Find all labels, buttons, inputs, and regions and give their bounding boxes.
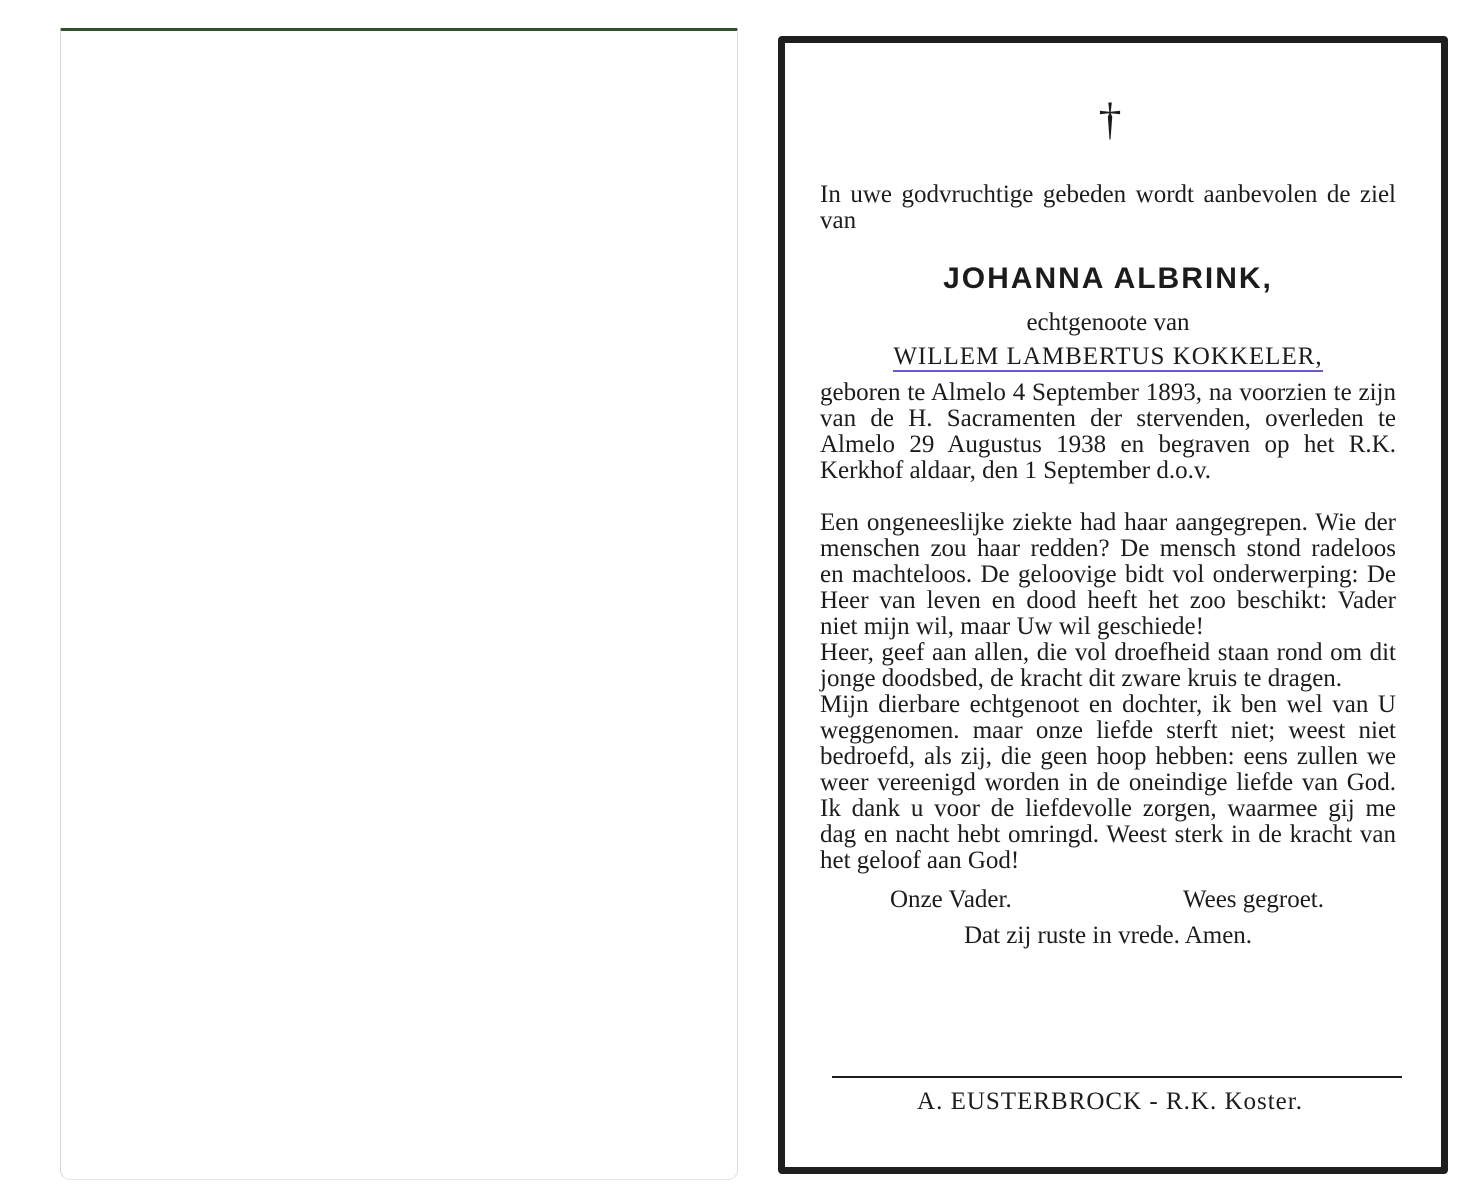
closing-line: Dat zij ruste in vrede. Amen.	[963, 922, 1253, 949]
spouse-intro: echtgenoote van	[1026, 309, 1190, 336]
spouse-name-text: WILLEM LAMBERTUS KOKKELER,	[893, 343, 1323, 370]
memorial-card	[772, 30, 1448, 1176]
poem-paragraph: Een ongeneeslijke ziekte had haar aangegrepen. Wie der menschen zou haar redden? De mensch stond radeloos en machteloos. De geloovige bidt vol onderwerping: De Heer van leven en dood heeft het zoo beschikt: Vader niet mijn wil, maar Uw wil geschiede!	[820, 509, 1396, 640]
divider	[832, 1076, 1402, 1078]
prayer-hail-mary: Wees gegroet.	[1183, 886, 1324, 913]
card-content	[820, 182, 1396, 950]
prayer-our-father: Onze Vader.	[890, 886, 1012, 913]
deceased-name: JOHANNA ALBRINK,	[943, 262, 1273, 295]
printer-credit: A. EUSTERBROCK - R.K. Koster.	[917, 1088, 1303, 1115]
farewell-paragraph: Mijn dierbare echtgenoot en dochter, ik ben wel van U weggenomen. maar onze liefde sterft niet; weest niet bedroefd, als zij, die geen hoop hebben: eens zullen we weer vereenigd worden in de oneindige liefde van God. Ik dank u voor de liefdevolle zorgen, waarmee gij me dag en nacht hebt omringd. Weest sterk in de kracht van het geloof aan God!	[820, 691, 1396, 874]
spouse-name	[820, 342, 1396, 372]
cross-icon: †	[1098, 93, 1122, 144]
prayers-line	[820, 886, 1396, 914]
intro-text: In uwe godvruchtige gebeden wordt aanbevolen de ziel van	[820, 181, 1396, 234]
blank-back-card	[60, 28, 738, 1180]
plea-paragraph: Heer, geef aan allen, die vol droefheid staan rond om dit jonge doodsbed, de kracht dit zware kruis te dragen.	[820, 639, 1396, 692]
birth-death-text: geboren te Almelo 4 September 1893, na voorzien te zijn van de H. Sacramenten der stervenden, overleden te Almelo 29 Augustus 1938 en begraven op het R.K. Kerkhof aldaar, den 1 September d.o.v.	[820, 379, 1396, 484]
